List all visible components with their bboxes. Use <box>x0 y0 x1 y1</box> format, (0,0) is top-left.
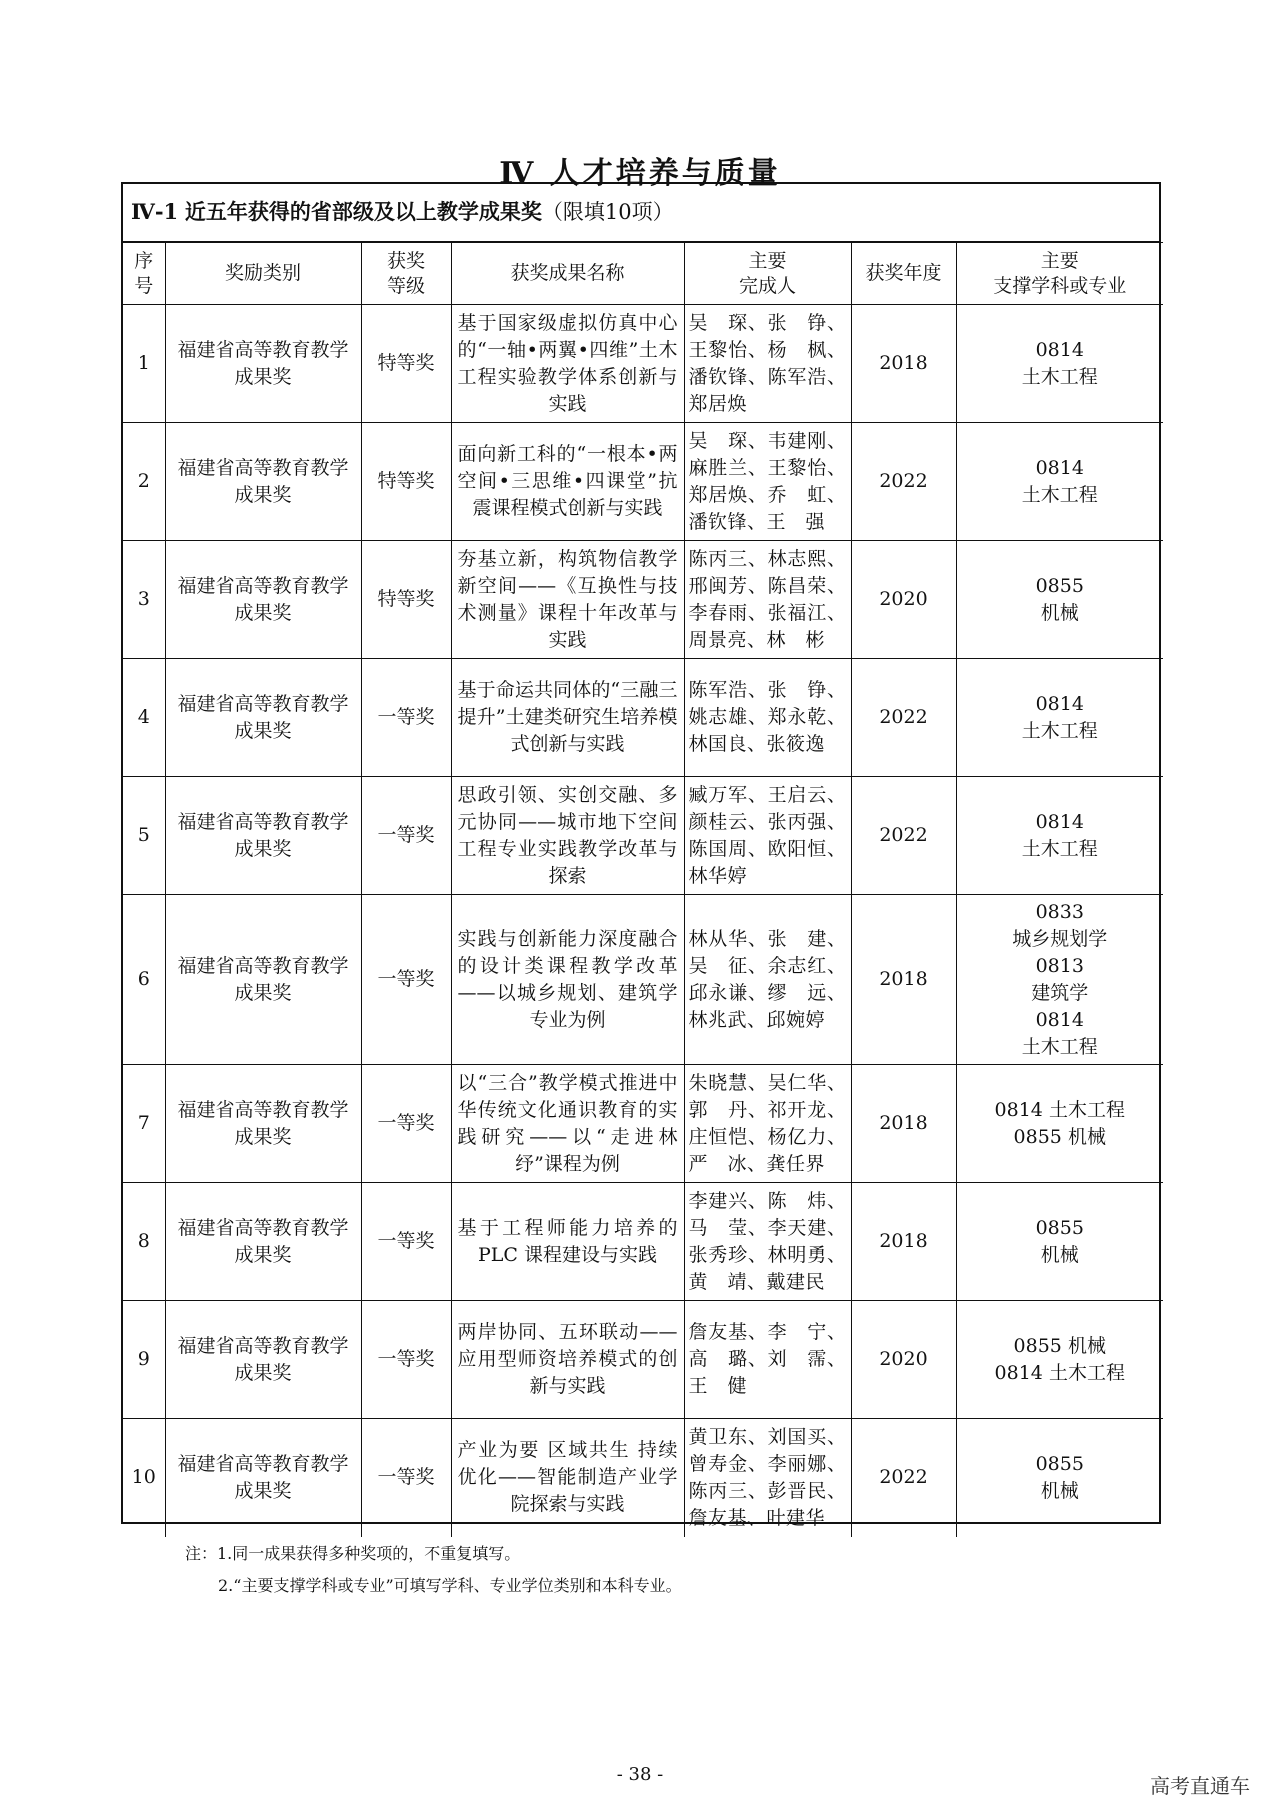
table-row <box>123 1301 1163 1419</box>
table-row <box>123 1065 1163 1183</box>
cell-name: 基于工程师能力培养的 PLC 课程建设与实践 <box>451 1183 684 1301</box>
cell-category: 福建省高等教育教学成果奖 <box>165 305 361 423</box>
cell-year: 2020 <box>851 541 956 659</box>
cell-subject <box>956 305 1163 423</box>
cell-no: 3 <box>123 541 165 659</box>
cell-people: 吴 琛、韦建刚、麻胜兰、王黎怡、郑居焕、乔 虹、潘钦锋、王 强 <box>684 423 851 541</box>
page-title: Ⅳ 人才培养与质量 <box>499 156 781 191</box>
subject-line: 0814 <box>1035 810 1084 833</box>
award-table <box>123 242 1163 1537</box>
subject-line: 0814 <box>1035 692 1084 715</box>
cell-no: 6 <box>123 895 165 1065</box>
cell-level: 一等奖 <box>361 659 451 777</box>
cell-subject <box>956 659 1163 777</box>
cell-people: 陈军浩、张 铮、姚志雄、郑永乾、林国良、张筱逸 <box>684 659 851 777</box>
cell-no: 2 <box>123 423 165 541</box>
subject-line: 0814 <box>1035 338 1084 361</box>
notes <box>185 1538 682 1602</box>
cell-category: 福建省高等教育教学成果奖 <box>165 895 361 1065</box>
section-note: （限填10项） <box>541 200 674 224</box>
cell-category: 福建省高等教育教学成果奖 <box>165 541 361 659</box>
subject-line: 0814 土木工程 <box>994 1361 1125 1384</box>
cell-level: 特等奖 <box>361 423 451 541</box>
subject-line: 土木工程 <box>1021 365 1098 388</box>
cell-people: 吴 琛、张 铮、王黎怡、杨 枫、潘钦锋、陈军浩、郑居焕 <box>684 305 851 423</box>
section-code: Ⅳ-1 <box>131 199 179 224</box>
subject-line: 机械 <box>1040 1479 1079 1502</box>
cell-subject <box>956 777 1163 895</box>
cell-no: 10 <box>123 1419 165 1537</box>
cell-category: 福建省高等教育教学成果奖 <box>165 423 361 541</box>
subject-line: 城乡规划学 <box>1012 927 1108 950</box>
cell-category: 福建省高等教育教学成果奖 <box>165 1065 361 1183</box>
cell-subject <box>956 1419 1163 1537</box>
cell-name: 产业为要 区域共生 持续优化——智能制造产业学院探索与实践 <box>451 1419 684 1537</box>
section-header <box>123 184 1159 242</box>
subject-line: 土木工程 <box>1021 837 1098 860</box>
header-people: 主要 完成人 <box>684 243 851 305</box>
subject-line: 0814 <box>1035 456 1084 479</box>
cell-name: 夯基立新，构筑物信教学新空间——《互换性与技术测量》课程十年改革与实践 <box>451 541 684 659</box>
header-no: 序 号 <box>123 243 165 305</box>
table-header-row <box>123 243 1163 305</box>
cell-no: 7 <box>123 1065 165 1183</box>
table-row <box>123 1183 1163 1301</box>
cell-year: 2018 <box>851 895 956 1065</box>
cell-year: 2018 <box>851 1183 956 1301</box>
cell-year: 2018 <box>851 305 956 423</box>
cell-no: 9 <box>123 1301 165 1419</box>
section-title: 近五年获得的省部级及以上教学成果奖 <box>184 199 542 224</box>
subject-line: 土木工程 <box>1021 719 1098 742</box>
cell-name: 思政引领、实创交融、多元协同——城市地下空间工程专业实践教学改革与探索 <box>451 777 684 895</box>
table-row <box>123 659 1163 777</box>
cell-people: 詹友基、李 宁、高 璐、刘 霈、王 健 <box>684 1301 851 1419</box>
award-table-frame <box>121 182 1161 1529</box>
cell-level: 一等奖 <box>361 1301 451 1419</box>
cell-year: 2020 <box>851 1301 956 1419</box>
header-year: 获奖年度 <box>851 243 956 305</box>
header-category: 奖励类别 <box>165 243 361 305</box>
cell-name: 实践与创新能力深度融合的设计类课程教学改革——以城乡规划、建筑学专业为例 <box>451 895 684 1065</box>
watermark: 高考直通车 <box>1150 1774 1250 1798</box>
subject-line: 0855 机械 <box>1013 1125 1106 1148</box>
cell-subject <box>956 423 1163 541</box>
cell-year: 2022 <box>851 777 956 895</box>
subject-line: 0855 <box>1035 1216 1084 1239</box>
cell-people: 朱晓慧、吴仁华、郭 丹、祁开龙、庄恒恺、杨亿力、严 冰、龚任界 <box>684 1065 851 1183</box>
page-number: - 38 - <box>616 1764 664 1785</box>
subject-line: 0855 <box>1035 574 1084 597</box>
cell-year: 2022 <box>851 423 956 541</box>
cell-level: 一等奖 <box>361 1419 451 1537</box>
subject-line: 0814 土木工程 <box>994 1098 1125 1121</box>
cell-no: 4 <box>123 659 165 777</box>
cell-level: 一等奖 <box>361 895 451 1065</box>
cell-name: 以“三合”教学模式推进中华传统文化通识教育的实践研究——以“走进林纾”课程为例 <box>451 1065 684 1183</box>
cell-category: 福建省高等教育教学成果奖 <box>165 1301 361 1419</box>
header-name: 获奖成果名称 <box>451 243 684 305</box>
cell-people: 黄卫东、刘国买、曾寿金、李丽娜、陈丙三、彭晋民、詹友基、叶建华 <box>684 1419 851 1537</box>
subject-line: 机械 <box>1040 1243 1079 1266</box>
cell-level: 特等奖 <box>361 305 451 423</box>
cell-year: 2022 <box>851 659 956 777</box>
cell-name: 面向新工科的“一根本•两空间•三思维•四课堂”抗震课程模式创新与实践 <box>451 423 684 541</box>
cell-subject <box>956 541 1163 659</box>
note-1: 注：1.同一成果获得多种奖项的，不重复填写。 <box>185 1544 521 1563</box>
cell-level: 一等奖 <box>361 1065 451 1183</box>
header-level: 获奖 等级 <box>361 243 451 305</box>
subject-line: 0814 <box>1035 1008 1084 1031</box>
cell-category: 福建省高等教育教学成果奖 <box>165 1183 361 1301</box>
table-row <box>123 423 1163 541</box>
table-row <box>123 305 1163 423</box>
cell-no: 8 <box>123 1183 165 1301</box>
cell-level: 特等奖 <box>361 541 451 659</box>
cell-people: 陈丙三、林志熙、邢闽芳、陈昌荣、李春雨、张福江、周景亮、林 彬 <box>684 541 851 659</box>
cell-no: 5 <box>123 777 165 895</box>
cell-name: 基于国家级虚拟仿真中心的“一轴•两翼•四维”土木工程实验教学体系创新与实践 <box>451 305 684 423</box>
cell-name: 两岸协同、五环联动——应用型师资培养模式的创新与实践 <box>451 1301 684 1419</box>
subject-line: 0833 <box>1035 900 1084 923</box>
cell-name: 基于命运共同体的“三融三提升”土建类研究生培养模式创新与实践 <box>451 659 684 777</box>
subject-line: 建筑学 <box>1031 981 1089 1004</box>
table-row <box>123 895 1163 1065</box>
cell-no: 1 <box>123 305 165 423</box>
cell-level: 一等奖 <box>361 1183 451 1301</box>
subject-line: 0855 机械 <box>1013 1334 1106 1357</box>
table-row <box>123 541 1163 659</box>
subject-line: 0855 <box>1035 1452 1084 1475</box>
cell-category: 福建省高等教育教学成果奖 <box>165 777 361 895</box>
subject-line: 机械 <box>1040 601 1079 624</box>
note-2: 2.“主要支撑学科或专业”可填写学科、专业学位类别和本科专业。 <box>218 1576 682 1595</box>
cell-year: 2022 <box>851 1419 956 1537</box>
header-subject: 主要 支撑学科或专业 <box>956 243 1163 305</box>
cell-subject <box>956 1183 1163 1301</box>
cell-category: 福建省高等教育教学成果奖 <box>165 659 361 777</box>
table-row <box>123 1419 1163 1537</box>
cell-category: 福建省高等教育教学成果奖 <box>165 1419 361 1537</box>
cell-people: 林从华、张 建、吴 征、余志红、邱永谦、缪 远、林兆武、邱婉婷 <box>684 895 851 1065</box>
table-row <box>123 777 1163 895</box>
cell-people: 李建兴、陈 炜、马 莹、李天建、张秀珍、林明勇、黄 靖、戴建民 <box>684 1183 851 1301</box>
cell-subject <box>956 895 1163 1065</box>
subject-line: 0813 <box>1035 954 1084 977</box>
subject-line: 土木工程 <box>1021 1035 1098 1058</box>
cell-subject <box>956 1065 1163 1183</box>
cell-people: 臧万军、王启云、颜桂云、张丙强、陈国周、欧阳恒、林华婷 <box>684 777 851 895</box>
cell-subject <box>956 1301 1163 1419</box>
cell-year: 2018 <box>851 1065 956 1183</box>
cell-level: 一等奖 <box>361 777 451 895</box>
subject-line: 土木工程 <box>1021 483 1098 506</box>
